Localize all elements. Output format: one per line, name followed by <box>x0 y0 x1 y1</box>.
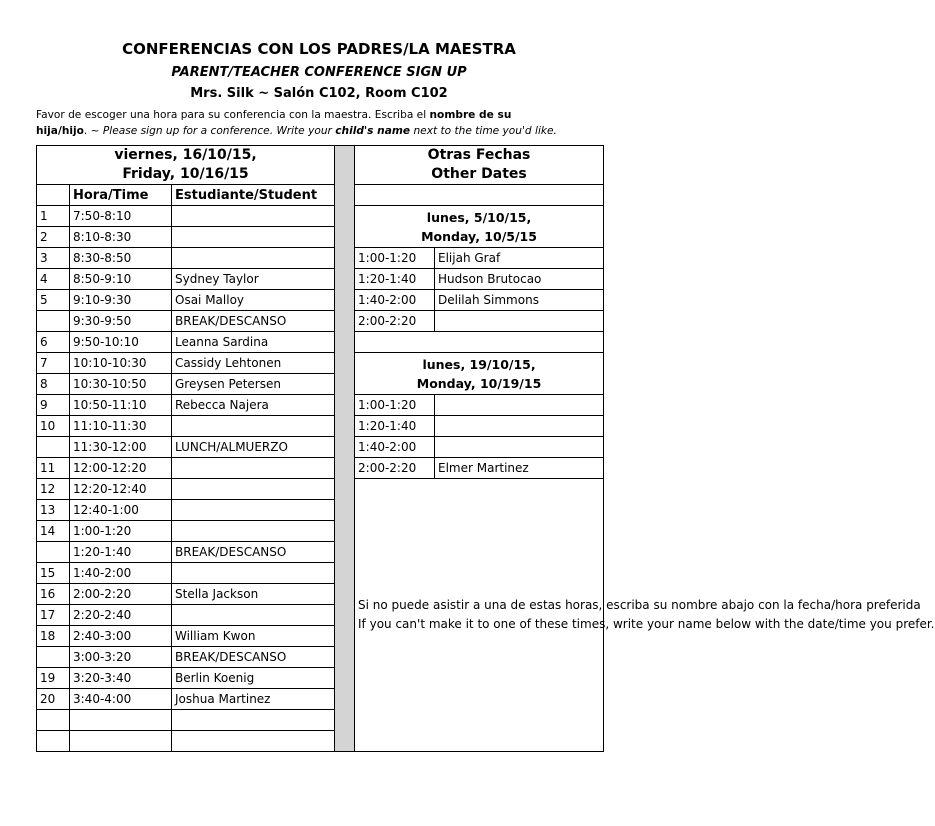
row-student[interactable]: William Kwon <box>172 626 335 647</box>
row-student[interactable] <box>172 206 335 227</box>
instructions-en-end: next to the time you'd like. <box>410 125 557 137</box>
schedule-row <box>37 416 604 437</box>
row-number: 14 <box>37 521 70 542</box>
friday-date-es: viernes, 16/10/15, <box>114 147 257 163</box>
row-student[interactable]: BREAK/DESCANSO <box>172 542 335 563</box>
schedule-row <box>37 353 604 374</box>
schedule-row <box>37 479 604 500</box>
col-time-header: Hora/Time <box>70 185 172 206</box>
other-dates-es: Otras Fechas <box>427 147 531 163</box>
row-student[interactable]: LUNCH/ALMUERZO <box>172 437 335 458</box>
schedule-row <box>37 269 604 290</box>
row-student[interactable] <box>172 500 335 521</box>
row-time: 7:50-8:10 <box>70 206 172 227</box>
row-time: 10:50-11:10 <box>70 395 172 416</box>
row-time: 1:00-1:20 <box>70 521 172 542</box>
row-student[interactable]: Greysen Petersen <box>172 374 335 395</box>
row-number <box>37 647 70 668</box>
instructions <box>36 107 606 139</box>
schedule-row <box>37 332 604 353</box>
row-student[interactable] <box>172 458 335 479</box>
row-student[interactable]: Osai Malloy <box>172 290 335 311</box>
row-number: 18 <box>37 626 70 647</box>
date2-header-en: Monday, 10/19/15 <box>416 375 542 391</box>
date1-slot-time: 2:00-2:20 <box>355 311 435 332</box>
row-student[interactable]: Stella Jackson <box>172 584 335 605</box>
row-time: 3:20-3:40 <box>70 668 172 689</box>
schedule-row <box>37 248 604 269</box>
row-student[interactable]: Leanna Sardina <box>172 332 335 353</box>
schedule-row <box>37 206 604 227</box>
row-number <box>37 710 70 731</box>
row-time <box>70 710 172 731</box>
row-number: 11 <box>37 458 70 479</box>
friday-date-header <box>37 146 335 185</box>
date2-slot-time: 1:40-2:00 <box>355 437 435 458</box>
date1-slot-time: 1:20-1:40 <box>355 269 435 290</box>
date2-slot-student[interactable] <box>435 395 604 416</box>
date1-header <box>355 206 604 248</box>
row-number: 6 <box>37 332 70 353</box>
date1-slot-time: 1:00-1:20 <box>355 248 435 269</box>
row-number: 13 <box>37 500 70 521</box>
row-time: 3:00-3:20 <box>70 647 172 668</box>
row-number: 16 <box>37 584 70 605</box>
col-num-header <box>37 185 70 206</box>
schedule-row <box>37 311 604 332</box>
row-time: 10:30-10:50 <box>70 374 172 395</box>
row-student[interactable]: Sydney Taylor <box>172 269 335 290</box>
instructions-es-bold: nombre de su <box>429 109 512 121</box>
row-time: 2:20-2:40 <box>70 605 172 626</box>
date2-slot-student[interactable] <box>435 437 604 458</box>
date1-slot-student[interactable] <box>435 311 604 332</box>
row-time: 1:20-1:40 <box>70 542 172 563</box>
date2-slot-time: 1:00-1:20 <box>355 395 435 416</box>
right-blank-row <box>355 332 604 353</box>
row-student[interactable]: BREAK/DESCANSO <box>172 647 335 668</box>
row-number <box>37 542 70 563</box>
page-title: CONFERENCIAS CON LOS PADRES/LA MAESTRA <box>122 40 516 58</box>
row-time: 10:10-10:30 <box>70 353 172 374</box>
instructions-es: Favor de escoger una hora para su conferencia con la maestra. Escriba el <box>36 109 430 121</box>
row-number: 10 <box>37 416 70 437</box>
row-student[interactable] <box>172 248 335 269</box>
friday-date-en: Friday, 10/16/15 <box>122 166 249 182</box>
row-student[interactable] <box>172 521 335 542</box>
row-number: 2 <box>37 227 70 248</box>
row-number <box>37 731 70 752</box>
row-student[interactable] <box>172 416 335 437</box>
row-time: 8:30-8:50 <box>70 248 172 269</box>
date1-slot-student[interactable]: Delilah Simmons <box>435 290 604 311</box>
row-number: 20 <box>37 689 70 710</box>
row-time: 11:30-12:00 <box>70 437 172 458</box>
row-time: 12:40-1:00 <box>70 500 172 521</box>
other-dates-header <box>355 146 604 185</box>
row-time: 8:10-8:30 <box>70 227 172 248</box>
row-number: 15 <box>37 563 70 584</box>
col-student-header: Estudiante/Student <box>172 185 335 206</box>
note-box <box>355 479 935 752</box>
row-student[interactable]: Cassidy Lehtonen <box>172 353 335 374</box>
row-student[interactable]: Berlin Koenig <box>172 668 335 689</box>
schedule-row <box>37 437 604 458</box>
date1-slot-student[interactable]: Elijah Graf <box>435 248 604 269</box>
row-student[interactable] <box>172 731 335 752</box>
column-divider <box>335 146 355 752</box>
row-number: 3 <box>37 248 70 269</box>
page-subtitle: PARENT/TEACHER CONFERENCE SIGN UP <box>171 65 467 80</box>
row-number: 7 <box>37 353 70 374</box>
row-number: 1 <box>37 206 70 227</box>
signup-table <box>36 145 935 752</box>
row-time: 9:50-10:10 <box>70 332 172 353</box>
date1-slot-time: 1:40-2:00 <box>355 290 435 311</box>
note-en: If you can't make it to one of these times, write your name below with the date/time you prefer. <box>358 617 935 631</box>
row-time: 2:40-3:00 <box>70 626 172 647</box>
date2-slot-student[interactable] <box>435 416 604 437</box>
row-time: 3:40-4:00 <box>70 689 172 710</box>
row-number: 12 <box>37 479 70 500</box>
date1-header-es: lunes, 5/10/15, <box>426 209 532 225</box>
row-time: 9:30-9:50 <box>70 311 172 332</box>
schedule-row <box>37 395 604 416</box>
row-time: 2:00-2:20 <box>70 584 172 605</box>
date1-header-en: Monday, 10/5/15 <box>421 228 537 244</box>
row-student[interactable] <box>172 479 335 500</box>
schedule-row <box>37 458 604 479</box>
instructions-es-bold-2: hija/hijo <box>36 125 84 137</box>
row-number: 17 <box>37 605 70 626</box>
row-student[interactable]: Joshua Martinez <box>172 689 335 710</box>
date2-slot-student[interactable]: Elmer Martinez <box>435 458 604 479</box>
row-number <box>37 437 70 458</box>
instructions-en-bold: child's name <box>335 125 411 137</box>
instructions-es-end: . <box>83 125 88 137</box>
date2-header <box>355 353 604 395</box>
row-student[interactable]: BREAK/DESCANSO <box>172 311 335 332</box>
date2-slot-time: 2:00-2:20 <box>355 458 435 479</box>
date2-slot-time: 1:20-1:40 <box>355 416 435 437</box>
date1-slot-student[interactable]: Hudson Brutocao <box>435 269 604 290</box>
row-time: 8:50-9:10 <box>70 269 172 290</box>
row-time: 9:10-9:30 <box>70 290 172 311</box>
row-student[interactable] <box>172 227 335 248</box>
row-time: 11:10-11:30 <box>70 416 172 437</box>
note-es: Si no puede asistir a una de estas horas, escriba su nombre abajo con la fecha/hora preferida <box>358 598 921 612</box>
right-spacer <box>355 185 604 206</box>
row-number: 5 <box>37 290 70 311</box>
row-student[interactable] <box>172 710 335 731</box>
row-time: 12:20-12:40 <box>70 479 172 500</box>
row-number: 9 <box>37 395 70 416</box>
row-time <box>70 731 172 752</box>
date2-header-es: lunes, 19/10/15, <box>422 356 536 372</box>
instructions-en: ~ Please sign up for a conference. Write your <box>87 125 336 137</box>
row-number <box>37 311 70 332</box>
row-time: 1:40-2:00 <box>70 563 172 584</box>
teacher-room-line: Mrs. Silk ~ Salón C102, Room C102 <box>190 86 448 101</box>
row-time: 12:00-12:20 <box>70 458 172 479</box>
other-dates-en: Other Dates <box>431 166 527 182</box>
schedule-row <box>37 290 604 311</box>
row-number: 8 <box>37 374 70 395</box>
row-number: 19 <box>37 668 70 689</box>
row-student[interactable] <box>172 605 335 626</box>
row-student[interactable] <box>172 563 335 584</box>
row-student[interactable]: Rebecca Najera <box>172 395 335 416</box>
row-number: 4 <box>37 269 70 290</box>
